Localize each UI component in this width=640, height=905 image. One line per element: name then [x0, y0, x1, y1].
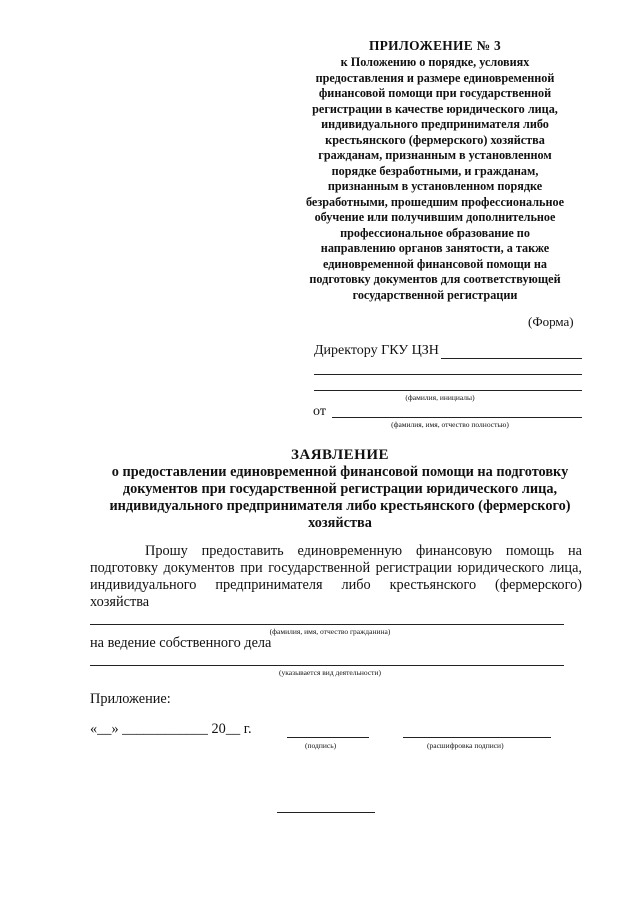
appendix-line: обучение или получившим дополнительное: [314, 210, 556, 224]
footer-separator: [277, 812, 375, 813]
appendix-line: направлению органов занятости, а также: [320, 241, 550, 255]
signature-decryption-caption: (расшифровка подписи): [427, 741, 504, 750]
appendix-line: признанным в установленном порядке: [327, 179, 543, 193]
appendix-line: предоставления и размере единовременной: [315, 70, 555, 85]
signature-caption: (подпись): [305, 741, 337, 750]
request-text: Прошу предоставить единовременную финансовую помощь на подготовку документов при государственной регистрации юридического лица, индивидуального предпринимателя либо крестьянского (фермерского) хозяйства: [90, 543, 582, 610]
appendix-line: крестьянского (фермерского) хозяйства: [325, 132, 545, 147]
appendix-line: индивидуального предпринимателя либо: [321, 117, 549, 131]
signature-decryption-line[interactable]: [403, 737, 551, 738]
director-name-line-3[interactable]: [314, 390, 582, 391]
date-field[interactable]: «__» ____________ 20__ г.: [90, 721, 252, 737]
appendix-description: [280, 55, 590, 303]
appendix-line: порядке безработными, и гражданам,: [331, 163, 539, 178]
appendix-line: профессиональное образование по: [340, 225, 530, 240]
appendix-line: единовременной финансовой помощи на: [323, 256, 547, 271]
document-subtitle: о предоставлении единовременной финансовой помощи на подготовку документов при государственной регистрации юридического лица, индивидуального предпринимателя либо крестьянского (фермерского) хозяйства: [109, 464, 571, 531]
full-name-caption: (фамилия, имя, отчество полностью): [391, 420, 509, 429]
appendix-line: регистрации в качестве юридического лица,: [312, 101, 558, 116]
appendix-line: гражданам, признанным в установленном: [318, 148, 552, 162]
appendix-line: государственной регистрации: [352, 287, 518, 302]
appendix-title: ПРИЛОЖЕНИЕ № 3: [368, 38, 502, 53]
director-name-line[interactable]: [441, 358, 582, 359]
appendix-line: безработными, прошедшим профессиональное: [305, 194, 565, 209]
from-label: от: [313, 404, 326, 419]
signature-line[interactable]: [287, 737, 369, 738]
appendix-line: подготовку документов для соответствующей: [309, 272, 561, 286]
appendix-line: финансовой помощи при государственной: [318, 86, 552, 100]
business-label: на ведение собственного дела: [90, 635, 272, 651]
director-name-line-2[interactable]: [314, 374, 582, 375]
applicant-name-line[interactable]: [332, 417, 582, 418]
attachments-label: Приложение:: [90, 691, 171, 707]
citizen-name-line[interactable]: [90, 624, 564, 625]
appendix-line: к Положению о порядке, условиях: [340, 55, 530, 69]
citizen-name-caption: (фамилия, имя, отчество гражданина): [269, 627, 391, 636]
activity-type-line[interactable]: [90, 665, 564, 666]
name-initials-caption: (фамилия, инициалы): [405, 393, 475, 402]
addressee-label: Директору ГКУ ЦЗН: [314, 343, 439, 358]
document-title: ЗАЯВЛЕНИЕ: [290, 447, 390, 463]
form-label: (Форма): [528, 314, 574, 329]
activity-type-caption: (указывается вид деятельности): [279, 668, 381, 677]
